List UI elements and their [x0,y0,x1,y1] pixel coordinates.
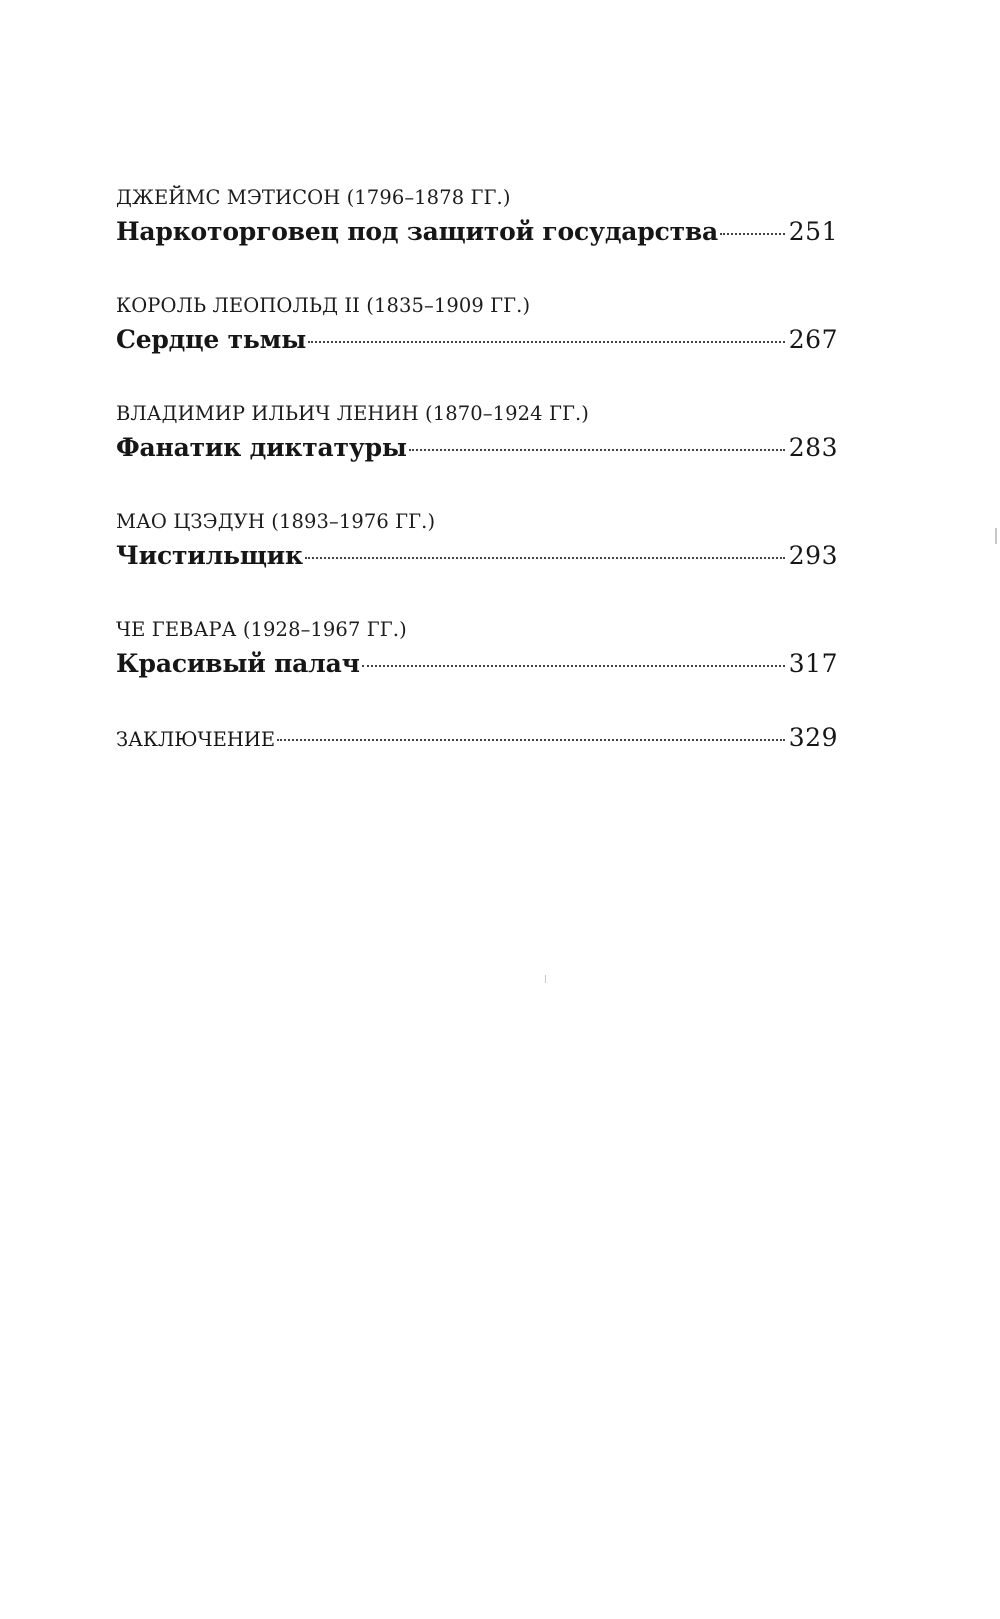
toc-entry [116,291,838,365]
entry-title[interactable]: Красивый палач [116,649,360,678]
entry-person: ВЛАДИМИР ИЛЬИЧ ЛЕНИН (1870–1924 ГГ.) [116,402,589,425]
toc-entry [116,615,838,689]
entry-person: МАО ЦЗЭДУН (1893–1976 ГГ.) [116,510,436,533]
entry-line[interactable] [116,325,838,365]
page-number[interactable]: 283 [788,433,838,462]
entry-title[interactable]: Сердце тьмы [116,325,307,354]
entry-line[interactable] [116,217,838,257]
dot-leader [305,557,785,559]
dot-leader [277,739,785,741]
dot-leader [362,665,785,667]
dot-leader [720,233,785,235]
toc-entry [116,507,838,581]
scan-speck [545,975,546,983]
dot-leader [308,341,785,343]
entry-line[interactable] [116,649,838,689]
toc-entry [116,183,838,257]
entry-person: КОРОЛЬ ЛЕОПОЛЬД II (1835–1909 ГГ.) [116,294,531,317]
entry-line[interactable] [116,541,838,581]
toc-entry [116,399,838,473]
entry-title[interactable]: Чистильщик [116,541,303,570]
toc-conclusion[interactable] [116,723,838,763]
entry-title[interactable]: Фанатик диктатуры [116,433,407,462]
entry-title[interactable]: Наркоторговец под защитой государства [116,217,719,246]
entry-person: ДЖЕЙМС МЭТИСОН (1796–1878 ГГ.) [116,186,511,209]
table-of-contents [116,183,838,763]
page-number[interactable]: 329 [788,723,838,752]
page-number[interactable]: 317 [788,649,838,678]
page-number[interactable]: 267 [788,325,838,354]
conclusion-title[interactable]: ЗАКЛЮЧЕНИЕ [116,728,276,751]
dot-leader [409,449,785,451]
page-number[interactable]: 293 [788,541,838,570]
page-number[interactable]: 251 [788,217,838,246]
entry-line[interactable] [116,433,838,473]
scan-speck [995,528,997,544]
entry-person: ЧЕ ГЕВАРА (1928–1967 ГГ.) [116,618,407,641]
